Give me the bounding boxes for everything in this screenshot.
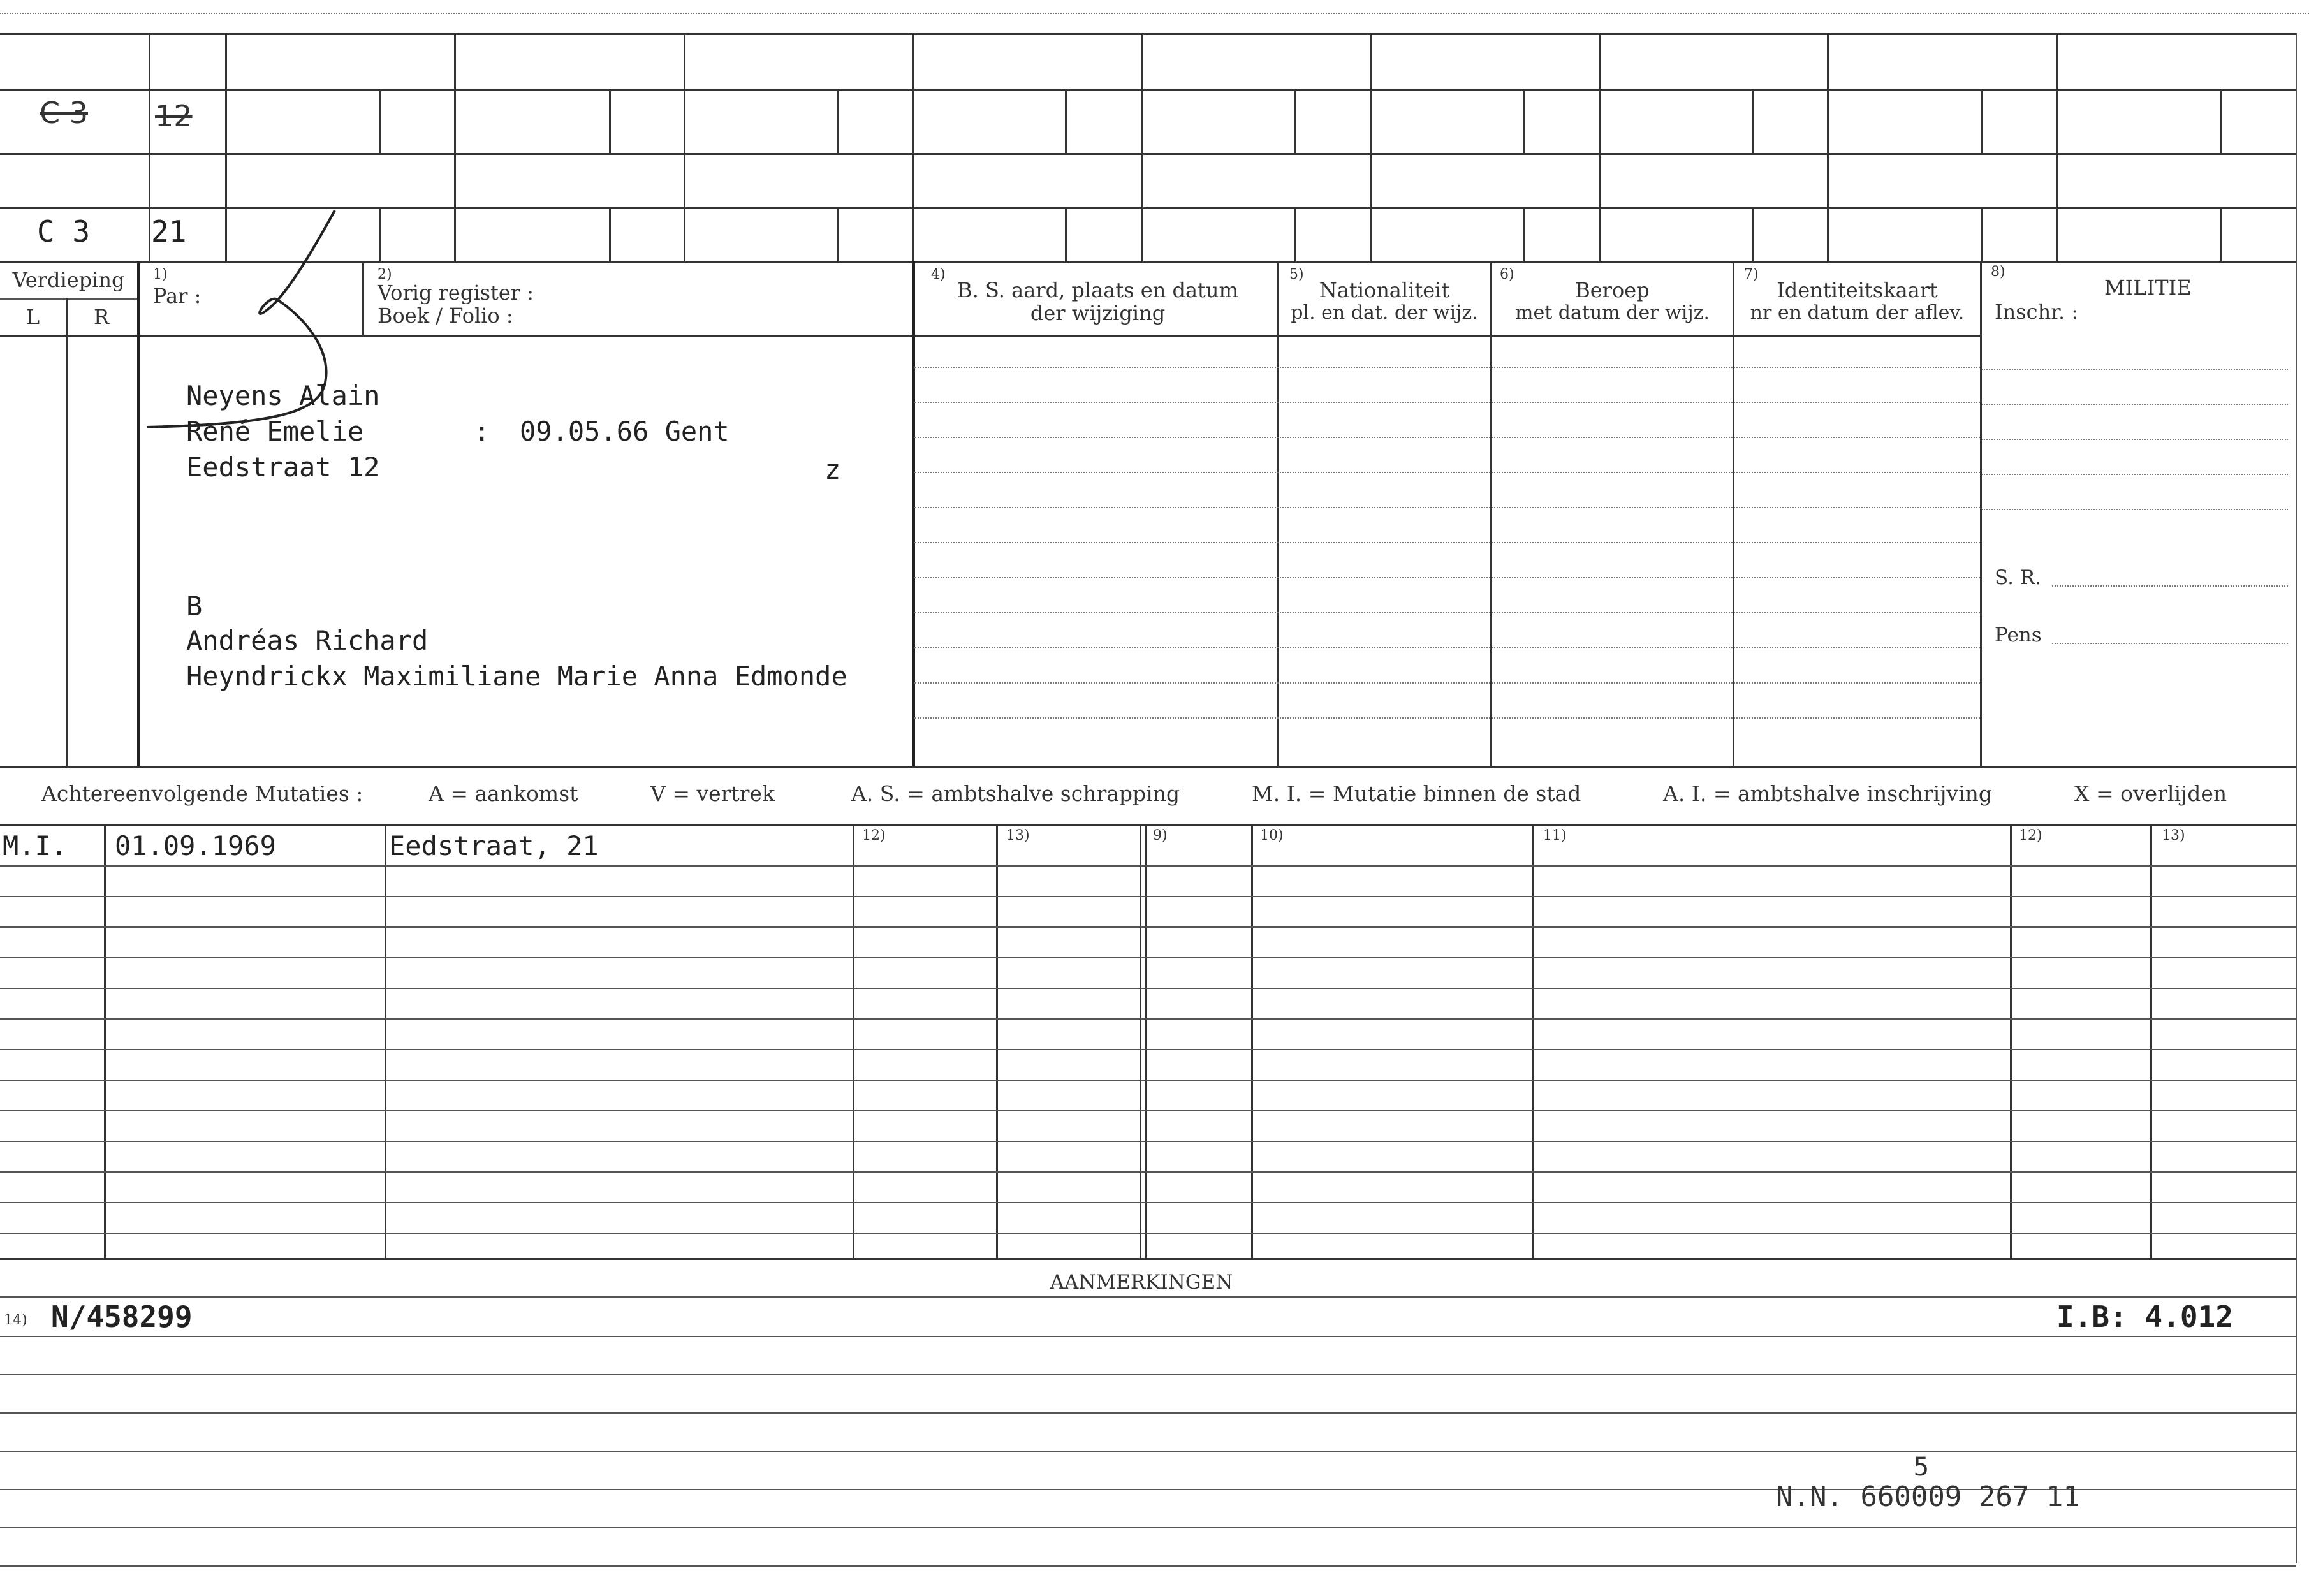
remarks-code: N/458299 [51,1299,193,1334]
legend-item-departure: V = vertrek [650,781,775,806]
rule-line [0,1336,2296,1337]
national-number-rest: 09 267 11 [1928,1481,2080,1513]
national-number [1776,1453,2080,1513]
col2-number: 2) [378,267,392,282]
rule-line [914,472,1980,473]
rule-line [1982,509,2288,510]
militie-title: MILITIE [2104,275,2192,300]
mut-col-12a: 12) [862,828,886,844]
col7-label-2: nr en datum der aflev. [1750,302,1965,324]
top-border [0,33,2296,35]
col6-number: 6) [1500,267,1514,282]
remarks-title: AANMERKINGEN [1050,1271,1233,1294]
mut-col-12b: 12) [2019,828,2042,844]
father-name: Andréas Richard [186,625,429,656]
person-name: Neyens Alain [186,380,380,411]
rule-line [0,1233,2296,1234]
mut-col-13a: 13) [1006,828,1030,844]
col5-number: 5) [1289,267,1304,282]
rule-line [914,647,1980,648]
person-birth: 09.05.66 Gent [520,416,729,447]
legend-item-arrival: A = aankomst [429,781,578,806]
rule-line [914,507,1980,508]
top-edge [0,13,2309,14]
rule-line [0,1141,2296,1142]
mother-name: Heyndrickx Maximiliane Marie Anna Edmonde [186,661,847,692]
col1-number: 1) [153,267,168,282]
rule-line [0,1527,2296,1528]
legend-item-internal: M. I. = Mutatie binnen de stad [1252,781,1581,806]
col6-label-2: met datum der wijz. [1515,302,1710,324]
rule-line [1982,369,2288,370]
mut-col-9: 9) [1153,828,1168,844]
col5-label-1: Nationaliteit [1319,278,1450,302]
rule-line [914,402,1980,403]
rule-line [0,1412,2296,1414]
rule-line [0,865,2296,867]
rule-line [0,1171,2296,1173]
rule-line [1982,474,2288,475]
national-number-over: 5 [1913,1453,1930,1482]
col2-label-2: Boek / Folio : [378,304,513,328]
handwritten-mark [140,204,344,440]
rule-line [1982,404,2288,405]
legend-item-registration: A. I. = ambtshalve inschrijving [1663,781,1993,806]
mutation-address: Eedstraat, 21 [389,830,599,861]
person-mark: z [825,454,841,485]
col4-label-2: der wijziging [1030,301,1166,325]
person-address: Eedstraat 12 [186,451,380,483]
rule-line [0,1374,2296,1375]
col1-label: Par : [153,284,202,308]
col5-label-2: pl. en dat. der wijz. [1291,302,1478,324]
rule-line [0,957,2296,958]
legend-item-death: X = overlijden [2074,781,2227,806]
col8-number: 8) [1991,264,2005,280]
person-firstnames: René Emelie [186,416,364,447]
floor-left: L [26,305,40,329]
rule-line [914,717,1980,719]
rule-line [0,1080,2296,1081]
col6-label-1: Beroep [1575,278,1650,302]
remarks-number: 14) [4,1312,27,1328]
rule-line [914,367,1980,368]
legend-title: Achtereenvolgende Mutaties : [41,781,363,806]
col2-label-1: Vorig register : [378,281,534,305]
legend-item-struck: A. S. = ambtshalve schrapping [851,781,1180,806]
index-number-struck: 12 [155,99,193,133]
national-number-correction: 5 0 [1910,1453,1930,1513]
rule-line [914,437,1980,438]
parents-label: B [186,590,203,622]
person-separator: : [474,416,490,447]
index-code: C 3 [37,214,91,249]
remarks-ib: I.B: 4.012 [2056,1299,2233,1334]
militie-pens: Pens [1995,624,2042,647]
col4-label-1: B. S. aard, plaats en datum [957,278,1238,302]
mutation-date: 01.09.1969 [115,830,276,861]
rule-line [0,926,2296,928]
index-code-struck: C 3 [40,96,89,130]
national-number-prefix: N.N. 660 [1776,1481,1911,1513]
rule-line [0,1565,2296,1567]
militie-sr: S. R. [1995,566,2042,589]
floor-right: R [93,305,110,329]
col7-label-1: Identiteitskaart [1777,278,1938,302]
rule-line [0,988,2296,989]
mut-col-10: 10) [1260,828,1284,844]
rule-line [914,612,1980,613]
index-number: 21 [151,214,187,249]
rule-line [914,577,1980,578]
rule-line [914,542,1980,543]
mut-col-11: 11) [1543,828,1567,844]
col7-number: 7) [1744,267,1759,282]
rule-line [1982,439,2288,440]
mut-col-13b: 13) [2162,828,2185,844]
rule-line [0,1049,2296,1050]
floor-title: Verdieping [12,268,125,292]
rule-line [0,1018,2296,1020]
rule-line [0,1110,2296,1111]
rule-line [0,896,2296,897]
rule-line [0,1451,2296,1452]
col4-number: 4) [931,267,946,282]
mutation-type: M.I. [3,830,68,861]
rule-line [0,1202,2296,1203]
rule-line [914,682,1980,684]
militie-inschr: Inschr. : [1995,300,2079,324]
